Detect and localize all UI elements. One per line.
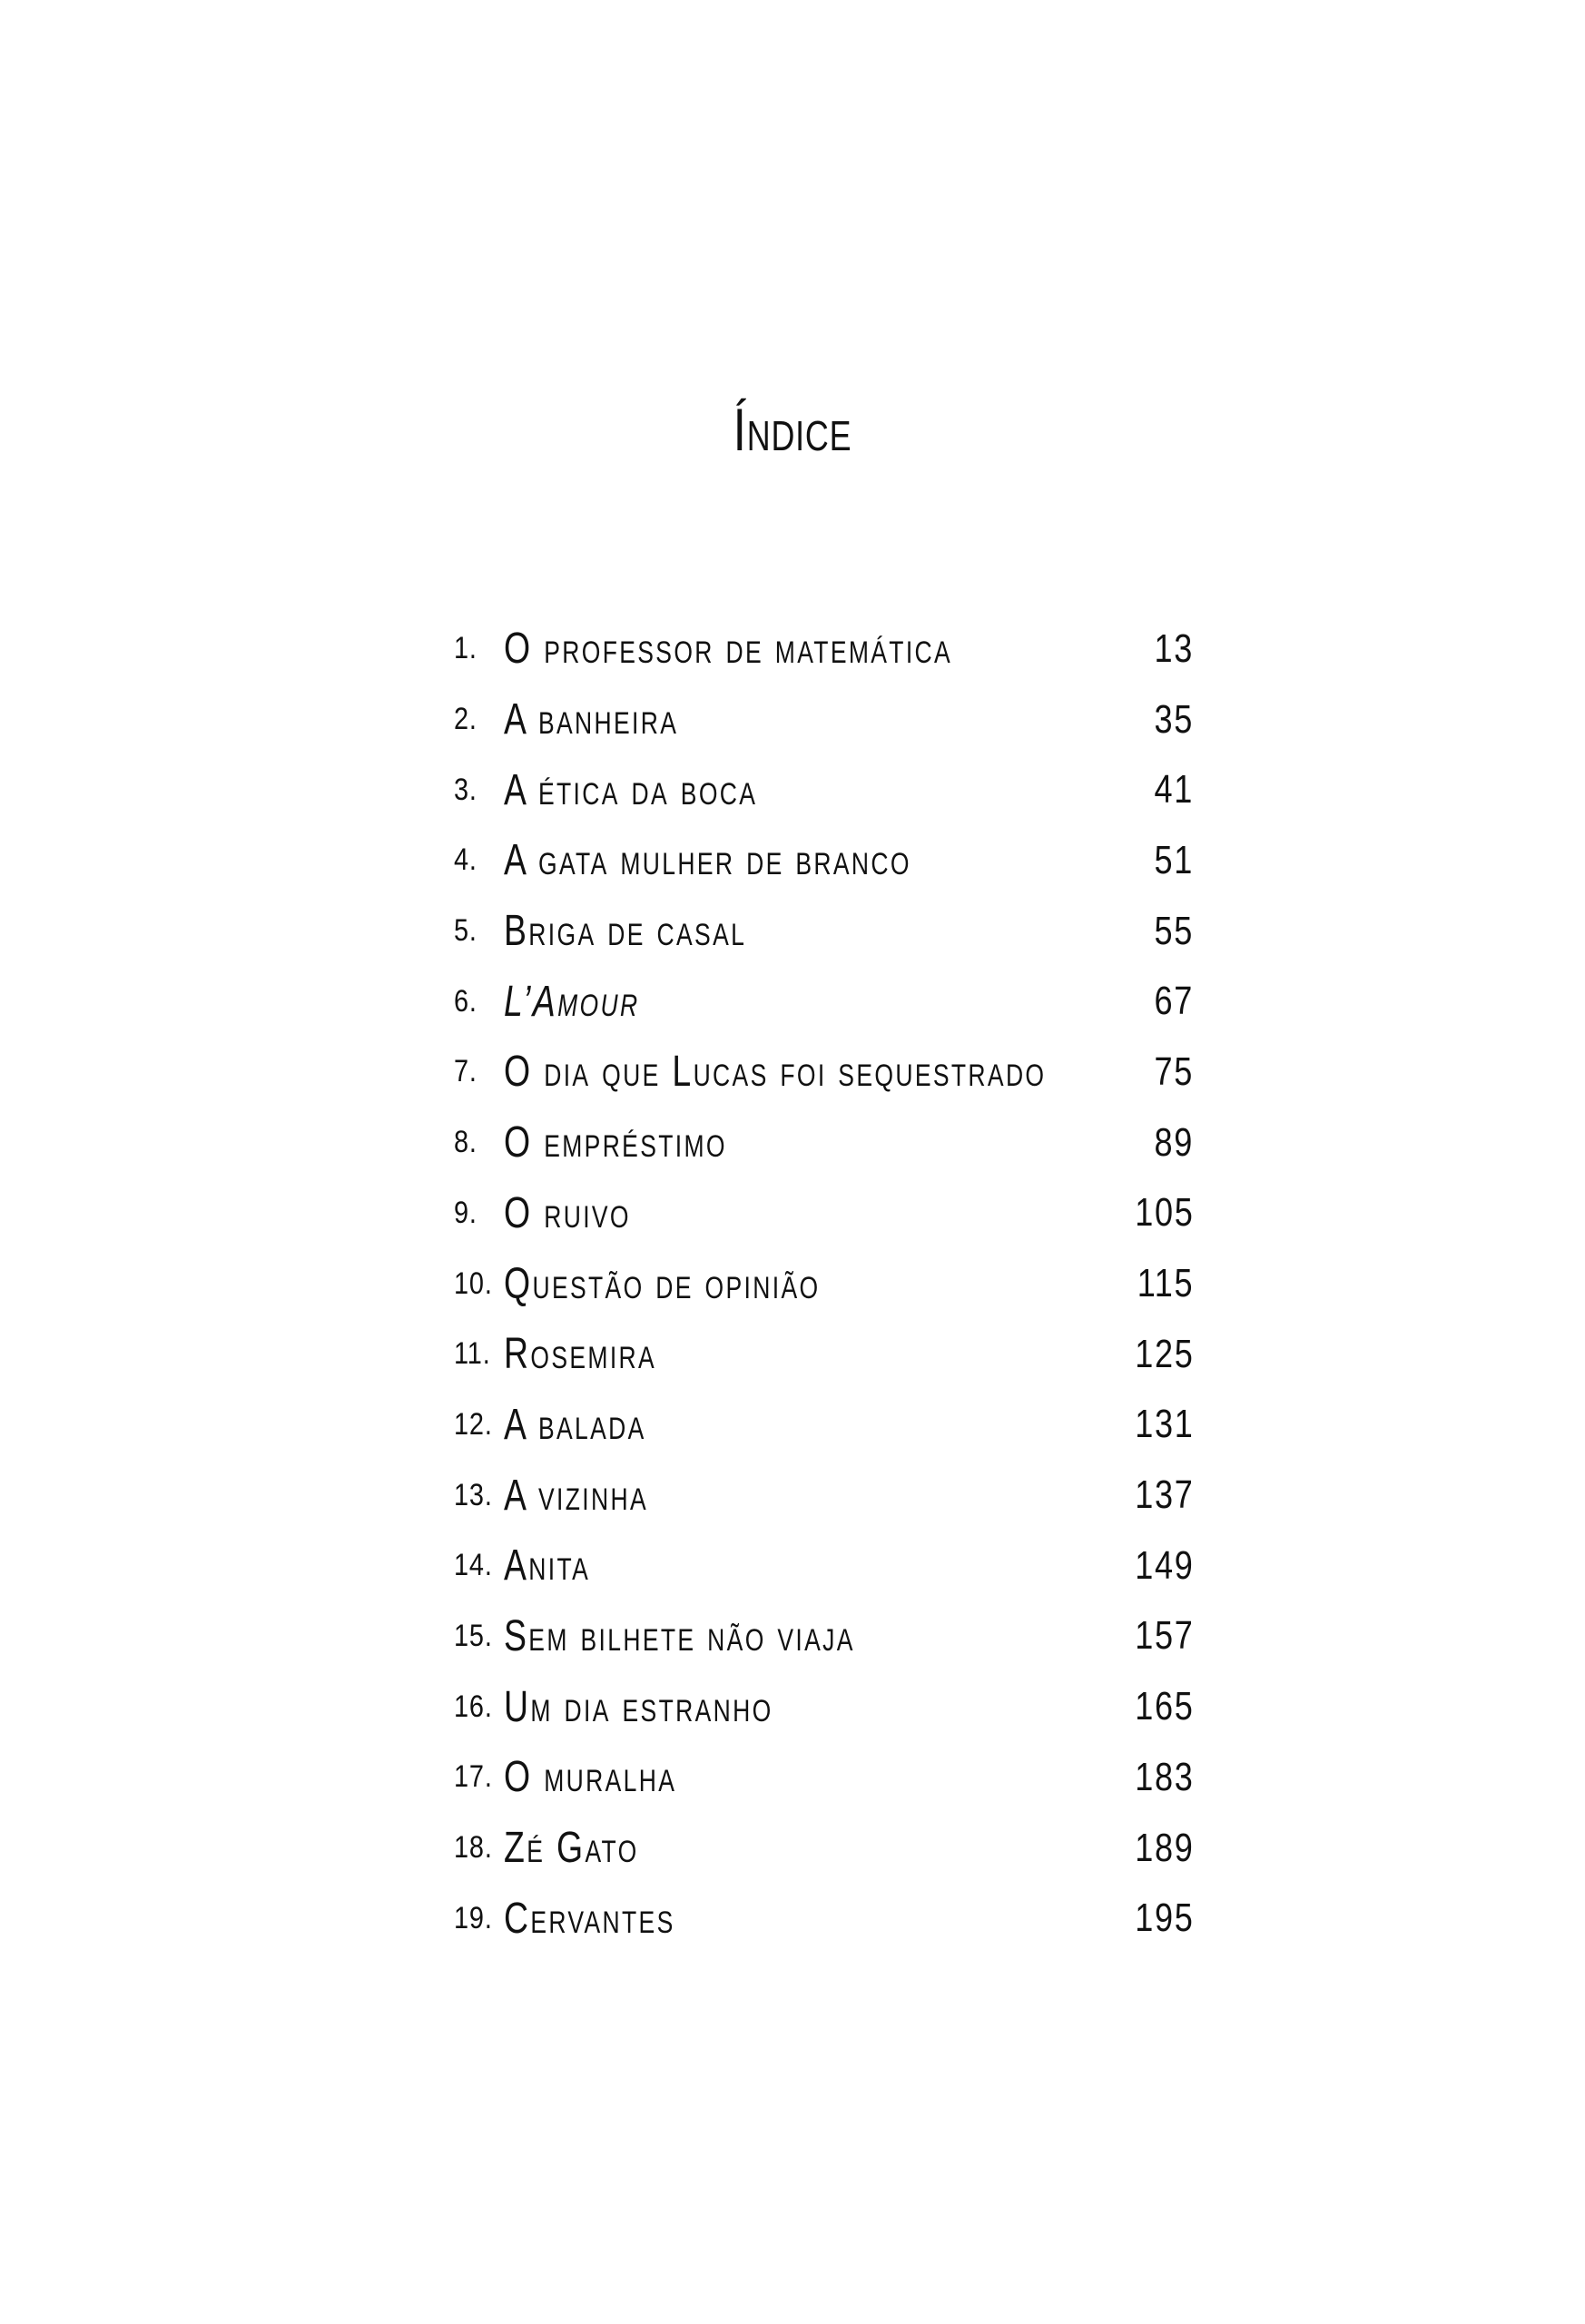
entry-title: O dia que Lucas foi sequestrado bbox=[504, 1048, 1047, 1097]
entry-number: 11. bbox=[454, 1336, 491, 1372]
entry-page-number: 67 bbox=[1154, 979, 1194, 1024]
entry-number: 6. bbox=[454, 983, 477, 1019]
toc-entry[interactable] bbox=[454, 1319, 1194, 1390]
entry-number: 16. bbox=[454, 1689, 493, 1724]
toc-entry[interactable] bbox=[454, 825, 1194, 896]
entry-page-number: 35 bbox=[1154, 696, 1194, 742]
entry-number: 8. bbox=[454, 1125, 477, 1160]
entry-title: A banheira bbox=[504, 695, 679, 744]
toc-entry[interactable] bbox=[454, 966, 1194, 1037]
entry-page-number: 55 bbox=[1154, 908, 1194, 953]
toc-entry[interactable] bbox=[454, 1390, 1194, 1461]
entry-number: 14. bbox=[454, 1548, 493, 1583]
entry-title: Questão de opinião bbox=[504, 1259, 821, 1308]
entry-title: A vizinha bbox=[504, 1471, 648, 1520]
entry-page-number: 125 bbox=[1134, 1331, 1194, 1376]
toc-entry[interactable] bbox=[454, 1671, 1194, 1742]
entry-title: A balada bbox=[504, 1400, 646, 1449]
entry-page-number: 189 bbox=[1134, 1825, 1194, 1870]
entry-title: O muralha bbox=[504, 1753, 677, 1802]
entry-number: 18. bbox=[454, 1830, 493, 1866]
toc-entry[interactable] bbox=[454, 1601, 1194, 1672]
entry-title: Briga de casal bbox=[504, 907, 747, 956]
table-of-contents bbox=[454, 614, 1194, 1954]
entry-page-number: 13 bbox=[1154, 625, 1194, 671]
entry-page-number: 149 bbox=[1134, 1542, 1194, 1588]
entry-title: Cervantes bbox=[504, 1894, 675, 1943]
entry-number: 2. bbox=[454, 702, 477, 737]
entry-title: O ruivo bbox=[504, 1188, 631, 1237]
entry-number: 4. bbox=[454, 842, 477, 878]
toc-entry[interactable] bbox=[454, 896, 1194, 967]
entry-title: Zé Gato bbox=[504, 1824, 639, 1873]
toc-entry[interactable] bbox=[454, 754, 1194, 825]
entry-number: 17. bbox=[454, 1759, 493, 1795]
entry-page-number: 165 bbox=[1134, 1684, 1194, 1729]
entry-number: 19. bbox=[454, 1900, 493, 1935]
toc-entry[interactable] bbox=[454, 1248, 1194, 1319]
entry-number: 13. bbox=[454, 1477, 493, 1512]
toc-entry[interactable] bbox=[454, 1108, 1194, 1178]
entry-title: A ética da boca bbox=[504, 765, 758, 814]
entry-title: O empréstimo bbox=[504, 1118, 727, 1167]
entry-number: 9. bbox=[454, 1195, 477, 1230]
page-title: Índice bbox=[733, 396, 852, 463]
toc-entry[interactable] bbox=[454, 684, 1194, 755]
toc-entry[interactable] bbox=[454, 1460, 1194, 1531]
entry-page-number: 183 bbox=[1134, 1754, 1194, 1799]
entry-page-number: 195 bbox=[1134, 1896, 1194, 1941]
entry-page-number: 131 bbox=[1134, 1402, 1194, 1447]
entry-page-number: 89 bbox=[1154, 1119, 1194, 1165]
entry-number: 1. bbox=[454, 631, 477, 666]
entry-title: Sem bilhete não viaja bbox=[504, 1611, 855, 1660]
toc-entry[interactable] bbox=[454, 1742, 1194, 1813]
entry-page-number: 105 bbox=[1134, 1190, 1194, 1236]
entry-page-number: 115 bbox=[1137, 1261, 1194, 1306]
entry-title: Um dia estranho bbox=[504, 1682, 773, 1731]
toc-entry[interactable] bbox=[454, 1178, 1194, 1249]
toc-entry[interactable] bbox=[454, 1531, 1194, 1601]
toc-entry[interactable] bbox=[454, 614, 1194, 684]
entry-title: O professor de matemática bbox=[504, 625, 953, 674]
entry-page-number: 137 bbox=[1134, 1472, 1194, 1518]
entry-title: L’Amour bbox=[504, 977, 640, 1026]
entry-title: Rosemira bbox=[504, 1330, 657, 1379]
entry-page-number: 75 bbox=[1154, 1049, 1194, 1094]
entry-number: 7. bbox=[454, 1054, 477, 1089]
toc-entry[interactable] bbox=[454, 1037, 1194, 1108]
entry-number: 10. bbox=[454, 1265, 493, 1301]
entry-page-number: 51 bbox=[1154, 837, 1194, 882]
entry-number: 5. bbox=[454, 913, 477, 949]
toc-entry[interactable] bbox=[454, 1813, 1194, 1884]
entry-page-number: 41 bbox=[1154, 767, 1194, 812]
entry-title: Anita bbox=[504, 1541, 591, 1590]
entry-number: 3. bbox=[454, 772, 477, 807]
entry-number: 12. bbox=[454, 1406, 493, 1442]
entry-number: 15. bbox=[454, 1618, 493, 1653]
toc-entry[interactable] bbox=[454, 1883, 1194, 1954]
entry-title: A gata mulher de branco bbox=[504, 836, 911, 885]
entry-page-number: 157 bbox=[1134, 1613, 1194, 1659]
